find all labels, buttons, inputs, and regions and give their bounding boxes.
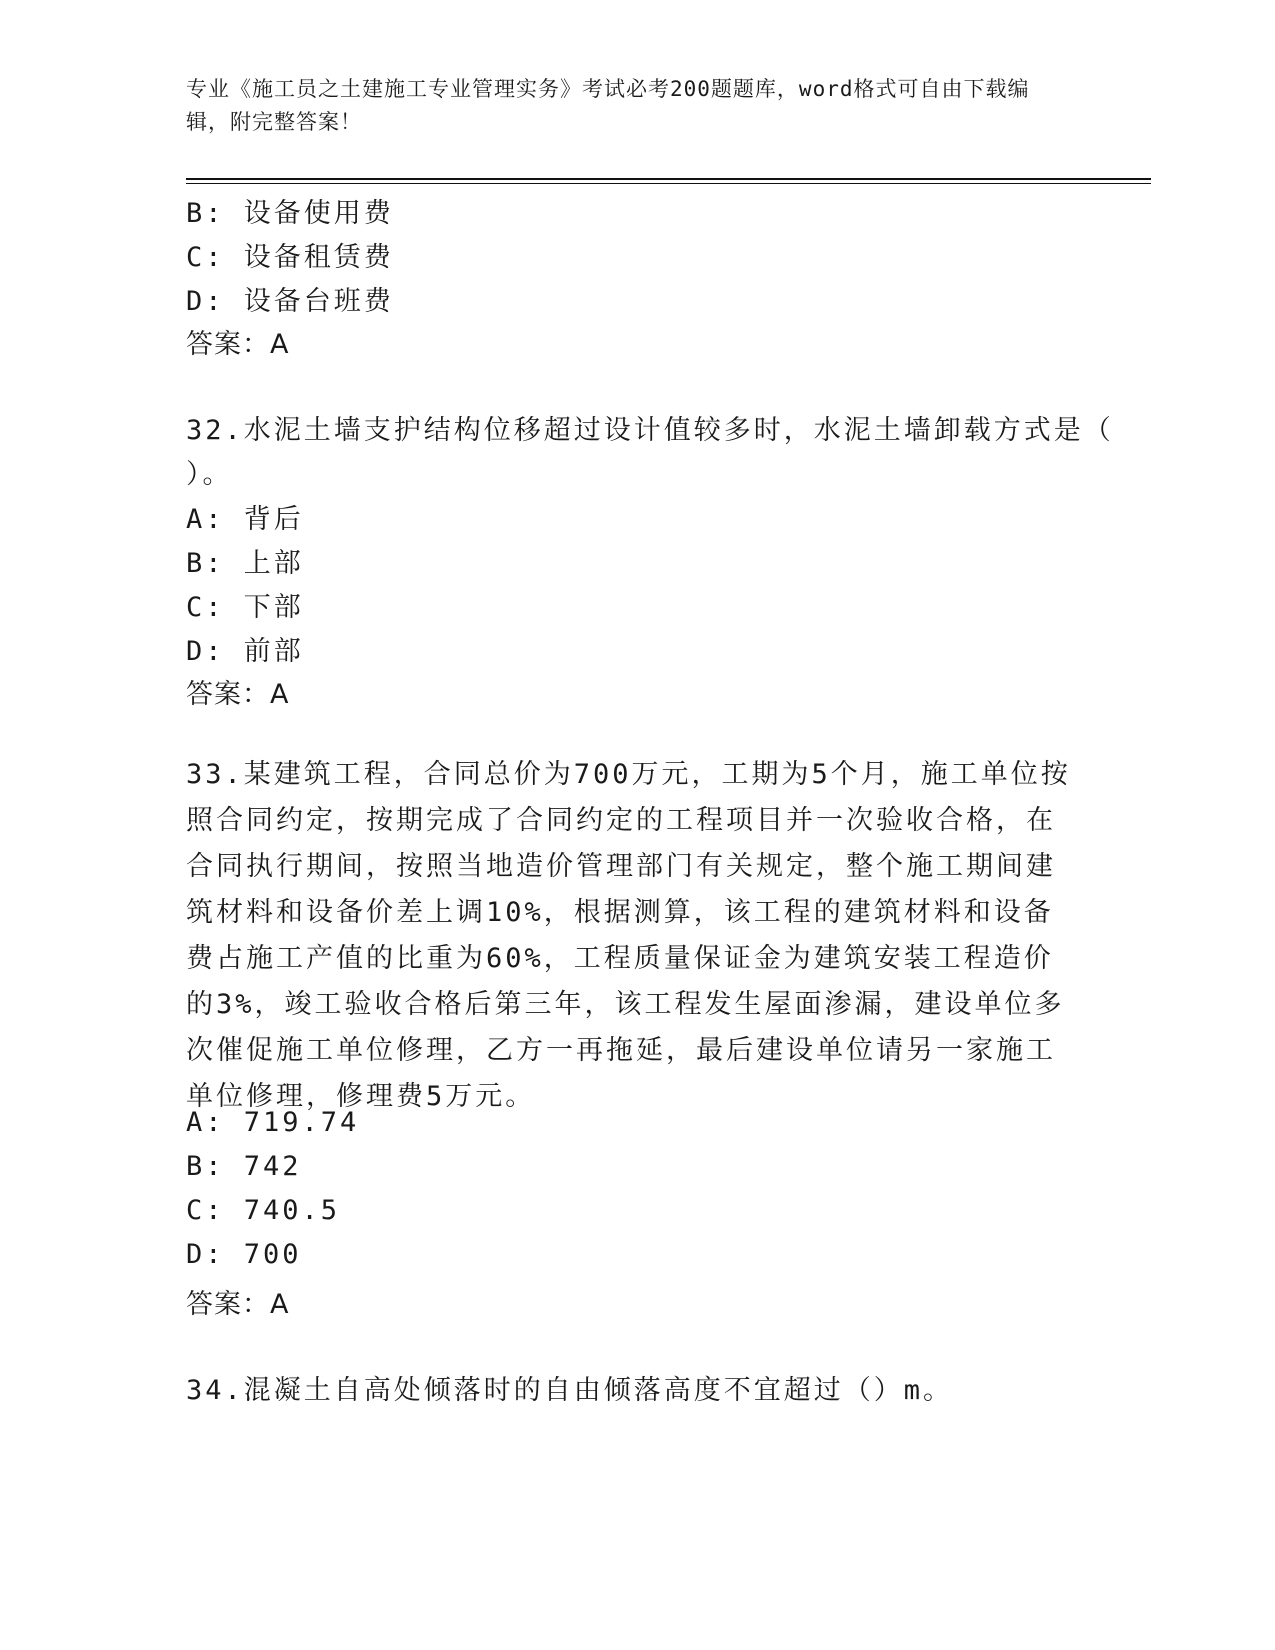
q31-option-b: B: 设备使用费 bbox=[186, 198, 394, 229]
q33-stem: 33.某建筑工程，合同总价为700万元，工期为5个月，施工单位按照合同约定，按期完成了合同约定的工程项目并一次验收合格，在合同执行期间，按照当地造价管理部门有关规定，整个施工期间建筑材料和设备价差上调10%，根据测算，该工程的建筑材料和设备费占施工产值的比重为60%，工程质量保证金为建筑安装工程造价的3%，竣工验收合格后第三年，该工程发生屋面渗漏，建设单位多次催促施工单位修理，乙方一再拖延，最后建设单位请另一家施工单位修理，修理费5万元。 bbox=[186, 759, 1071, 1112]
q32-option-b: B: 上部 bbox=[186, 548, 304, 579]
q32-stem-line2: ）。 bbox=[186, 459, 233, 490]
q33-option-c: C: 740.5 bbox=[186, 1195, 341, 1226]
q32-stem-line1: 32.水泥土墙支护结构位移超过设计值较多时，水泥土墙卸载方式是（ bbox=[186, 415, 1114, 446]
q33-option-a: A: 719.74 bbox=[186, 1107, 360, 1138]
q34-stem: 34.混凝土自高处倾落时的自由倾落高度不宜超过（）m。 bbox=[186, 1375, 954, 1406]
page-header: 专业《施工员之土建施工专业管理实务》考试必考200题题库，word格式可自由下载编辑，附完整答案！ bbox=[186, 77, 1030, 134]
q33-option-d: D: 700 bbox=[186, 1239, 302, 1270]
q31-answer: 答案：A bbox=[186, 329, 290, 360]
q31-option-c: C: 设备租赁费 bbox=[186, 242, 394, 273]
header-rule-thick bbox=[186, 178, 1151, 180]
q32-answer: 答案：A bbox=[186, 679, 290, 710]
q32-option-a: A: 背后 bbox=[186, 504, 304, 535]
header-rule-thin bbox=[186, 183, 1151, 184]
q32-option-d: D: 前部 bbox=[186, 636, 304, 667]
q32-option-c: C: 下部 bbox=[186, 592, 304, 623]
q33-option-b: B: 742 bbox=[186, 1151, 302, 1182]
q33-answer: 答案：A bbox=[186, 1289, 290, 1320]
q31-option-d: D: 设备台班费 bbox=[186, 286, 394, 317]
